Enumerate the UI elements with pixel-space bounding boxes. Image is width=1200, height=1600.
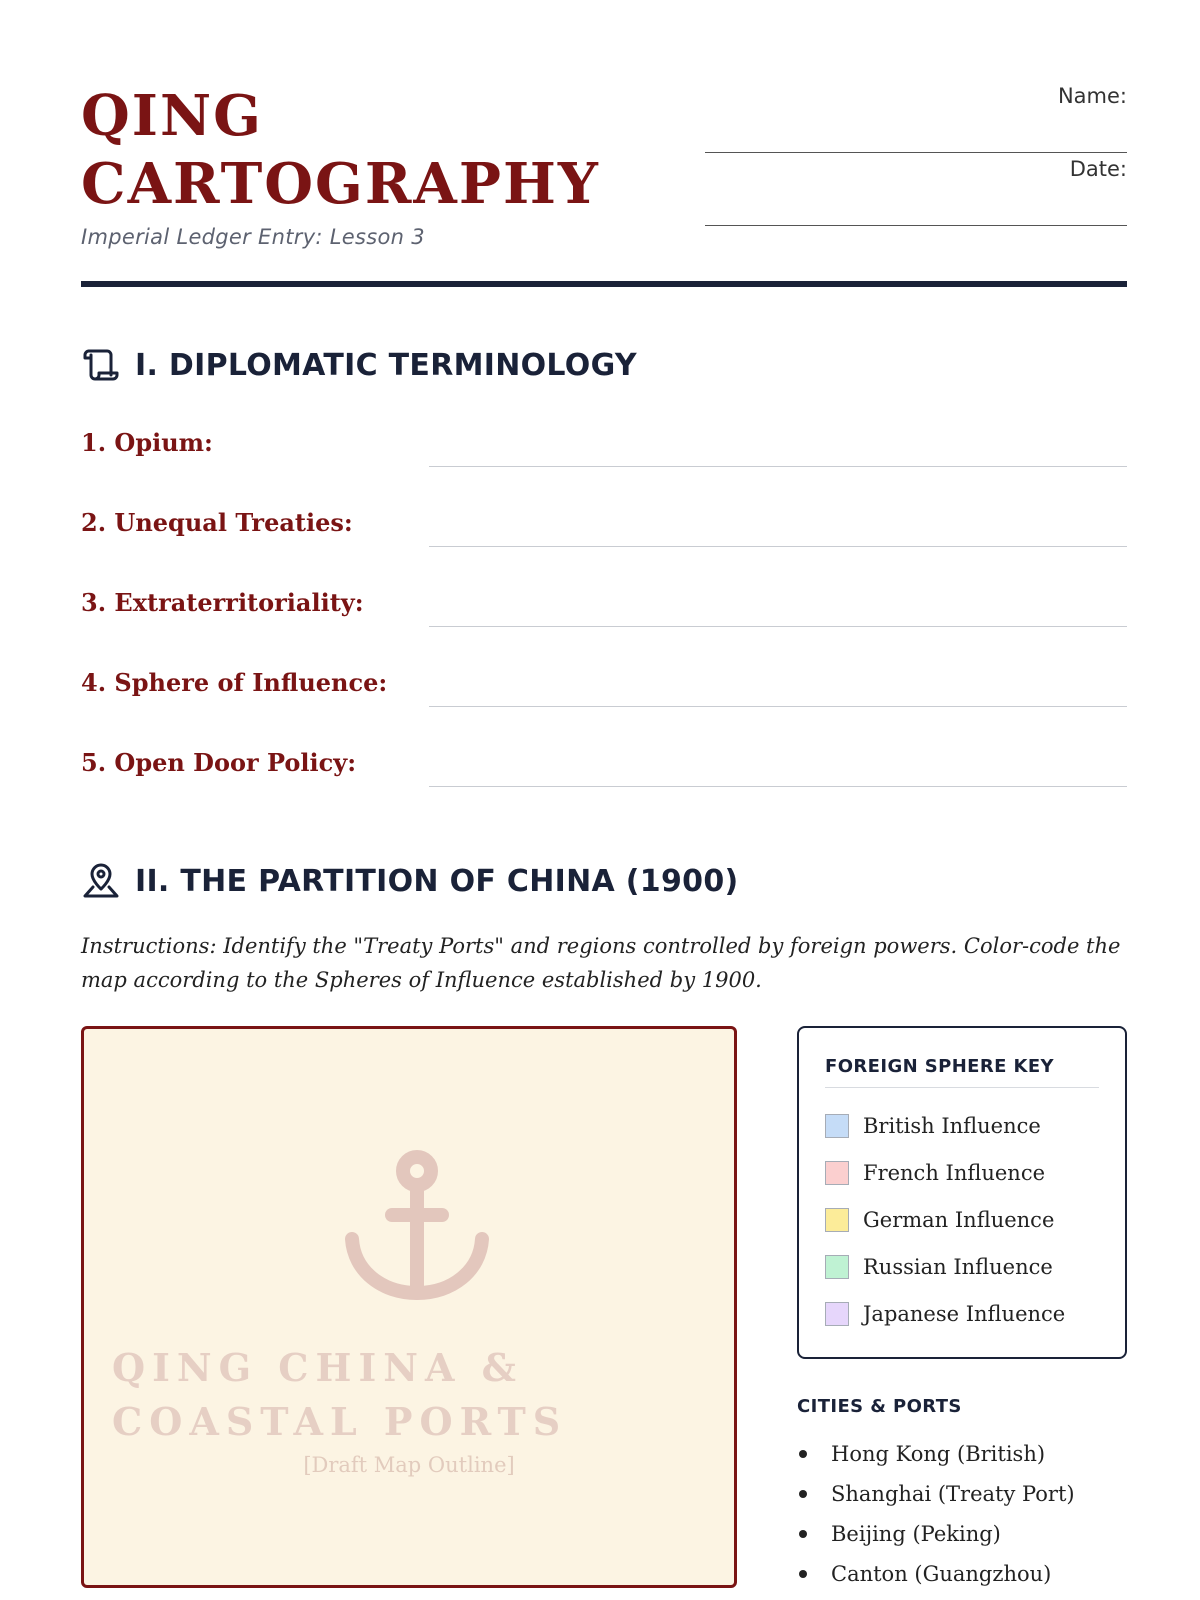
map-title: QING CHINA & COASTAL PORTS — [112, 1345, 568, 1444]
header-divider — [81, 281, 1127, 287]
bullet-icon — [799, 1490, 807, 1498]
term-answer-line[interactable] — [429, 546, 1127, 547]
city-name: Beijing (Peking) — [831, 1522, 1001, 1546]
term-row — [81, 580, 1127, 660]
term-row — [81, 660, 1127, 740]
legend-label: Russian Influence — [863, 1254, 1053, 1279]
sphere-legend — [797, 1026, 1127, 1359]
term-row — [81, 420, 1127, 500]
legend-label: Japanese Influence — [863, 1301, 1066, 1326]
section-terminology-title: I. DIPLOMATIC TERMINOLOGY — [135, 347, 637, 383]
section-partition-heading — [81, 861, 739, 901]
section-terminology-heading — [81, 345, 637, 385]
city-name: Hong Kong (British) — [831, 1442, 1046, 1466]
list-item — [797, 1554, 1127, 1594]
list-item — [797, 1434, 1127, 1474]
legend-label: British Influence — [863, 1113, 1041, 1138]
map-area[interactable] — [81, 1026, 737, 1588]
term-label: 5. Open Door Policy: — [81, 748, 357, 777]
instructions-text: Instructions: Identify the "Treaty Ports" and regions controlled by foreign powers. Color-code the map according to the Spheres of Influence established by 1900. — [81, 934, 1121, 992]
scroll-icon — [81, 345, 121, 385]
legend-item-british — [825, 1102, 1099, 1149]
list-item — [797, 1474, 1127, 1514]
bullet-icon — [799, 1450, 807, 1458]
color-swatch — [825, 1161, 849, 1185]
term-answer-line[interactable] — [429, 786, 1127, 787]
date-field[interactable] — [705, 153, 1127, 226]
student-info — [705, 80, 1127, 226]
page-title — [81, 82, 600, 218]
name-field[interactable] — [705, 80, 1127, 153]
terms-list — [81, 420, 1127, 820]
term-row — [81, 500, 1127, 580]
title-line-2: CARTOGRAPHY — [81, 151, 600, 217]
term-answer-line[interactable] — [429, 466, 1127, 467]
page-subtitle: Imperial Ledger Entry: Lesson 3 — [81, 225, 425, 249]
color-swatch — [825, 1255, 849, 1279]
term-label: 1. Opium: — [81, 428, 213, 457]
city-name: Canton (Guangzhou) — [831, 1562, 1052, 1586]
term-label: 3. Extraterritoriality: — [81, 588, 364, 617]
legend-title: FOREIGN SPHERE KEY — [825, 1056, 1099, 1088]
cities-list — [797, 1434, 1127, 1594]
worksheet-page — [81, 0, 1127, 1600]
term-label: 4. Sphere of Influence: — [81, 668, 388, 697]
map-note: [Draft Map Outline] — [303, 1453, 515, 1477]
legend-item-japanese — [825, 1290, 1099, 1337]
cities-title: CITIES & PORTS — [797, 1396, 962, 1417]
list-item — [797, 1514, 1127, 1554]
term-answer-line[interactable] — [429, 626, 1127, 627]
legend-label: German Influence — [863, 1207, 1055, 1232]
term-label: 2. Unequal Treaties: — [81, 508, 353, 537]
color-swatch — [825, 1208, 849, 1232]
map-pin-icon — [81, 861, 121, 901]
term-row — [81, 740, 1127, 820]
legend-label: French Influence — [863, 1160, 1046, 1185]
title-line-1: QING — [81, 83, 263, 149]
term-answer-line[interactable] — [429, 706, 1127, 707]
city-name: Shanghai (Treaty Port) — [831, 1482, 1075, 1506]
anchor-icon — [342, 1147, 492, 1307]
bullet-icon — [799, 1570, 807, 1578]
name-label: Name: — [1057, 84, 1127, 108]
legend-item-german — [825, 1196, 1099, 1243]
color-swatch — [825, 1114, 849, 1138]
color-swatch — [825, 1302, 849, 1326]
legend-item-french — [825, 1149, 1099, 1196]
bullet-icon — [799, 1530, 807, 1538]
legend-item-russian — [825, 1243, 1099, 1290]
section-partition-title: II. THE PARTITION OF CHINA (1900) — [135, 863, 739, 899]
date-label: Date: — [1069, 157, 1127, 181]
